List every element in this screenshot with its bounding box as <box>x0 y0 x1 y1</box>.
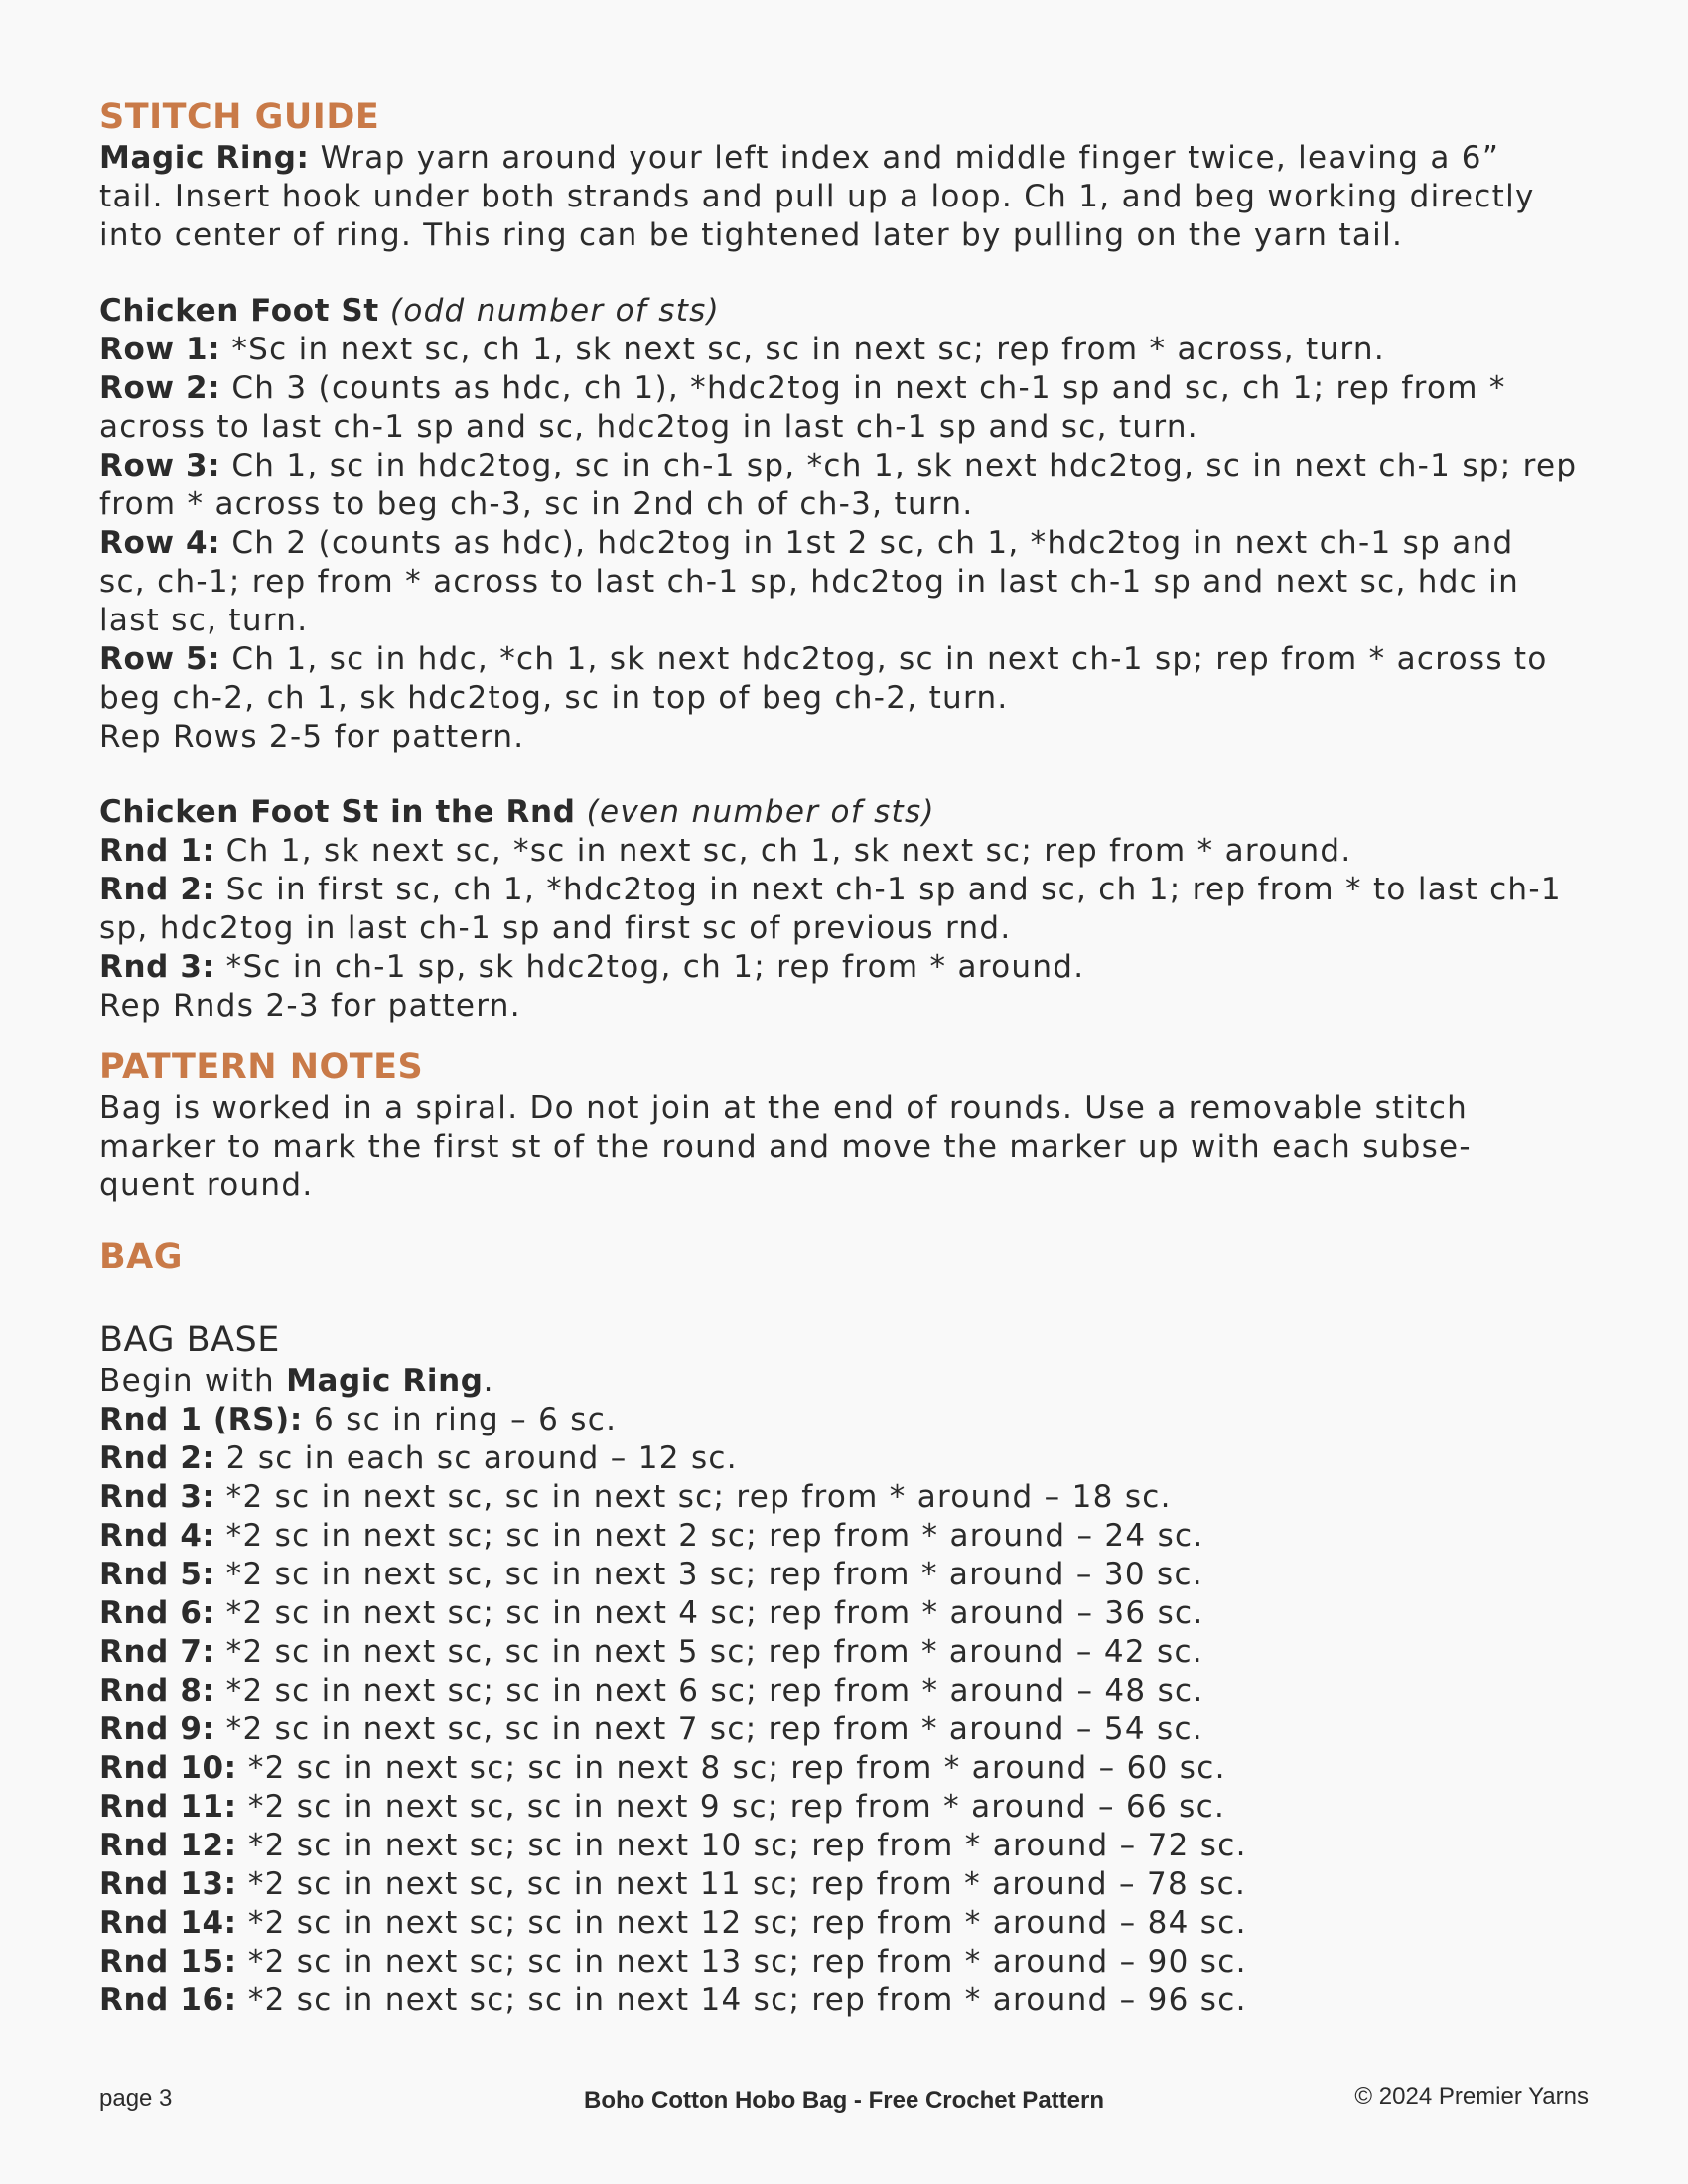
round-line: Rnd 10: *2 sc in next sc; sc in next 8 sc; rep from * around – 60 sc. <box>99 1750 1226 1786</box>
copyright: © 2024 Premier Yarns <box>1354 2083 1589 2110</box>
pattern-notes-paragraph: Bag is worked in a spiral. Do not join at the end of rounds. Use a removable stitch marker to mark the first st of the round and move the marker up with each subse- quent round. <box>99 1090 1472 1203</box>
round-line: Rnd 13: *2 sc in next sc, sc in next 11 sc; rep from * around – 78 sc. <box>99 1866 1247 1902</box>
round-line: Rnd 16: *2 sc in next sc; sc in next 14 sc; rep from * around – 96 sc. <box>99 1982 1247 2018</box>
chicken-foot-rnd-section: Chicken Foot St in the Rnd (even number of sts) Rnd 1: Ch 1, sk next sc, *sc in next sc, ch 1, sk next sc; rep from * around. Rnd 2: Sc in first sc, ch 1, *hdc2tog in next ch-1 sp and sc, ch 1; rep from * to last ch-1 sp, hdc2tog in last ch-1 sp and first sc of previous rnd. Rnd 3: *Sc in ch-1 sp, sk hdc2tog, ch 1; rep from * around. Rep Rnds 2-3 for pattern. <box>99 793 1609 1025</box>
round-line: Rnd 6: *2 sc in next sc; sc in next 4 sc; rep from * around – 36 sc. <box>99 1595 1204 1631</box>
begin-line: Begin with Magic Ring. <box>99 1363 494 1399</box>
chicken-foot-section: Chicken Foot St (odd number of sts) Row 1: *Sc in next sc, ch 1, sk next sc, sc in next sc; rep from * across, turn. Row 2: Ch 3 (counts as hdc, ch 1), *hdc2tog in next ch-1 sp and sc, ch 1; rep from * across to last ch-1 sp and sc, hdc2tog in last ch-1 sp and sc, turn. Row 3: Ch 1, sc in hdc2tog, sc in ch-1 sp, *ch 1, sk next hdc2tog, sc in next ch-1 sp; rep from * across to beg ch-3, sc in 2nd ch of ch-3, turn. Row 4: Ch 2 (counts as hdc), hdc2tog in 1st 2 sc, ch 1, *hdc2tog in next ch-1 sp and sc, ch-1; rep from * across to last ch-1 sp, hdc2tog in last ch-1 sp and next sc, hdc in last sc, turn. Row 5: Ch 1, sc in hdc, *ch 1, sk next hdc2tog, sc in next ch-1 sp; rep from * across to beg ch-2, ch 1, sk hdc2tog, sc in top of beg ch-2, turn. Rep Rows 2-5 for pattern. <box>99 292 1609 756</box>
chicken-foot-rnd-title: Chicken Foot St in the Rnd <box>99 794 576 830</box>
round-line: Rnd 12: *2 sc in next sc; sc in next 10 sc; rep from * around – 72 sc. <box>99 1828 1247 1863</box>
round-line: Rnd 9: *2 sc in next sc, sc in next 7 sc; rep from * around – 54 sc. <box>99 1711 1203 1747</box>
round-line: Rnd 14: *2 sc in next sc; sc in next 12 sc; rep from * around – 84 sc. <box>99 1905 1247 1941</box>
page-number: page 3 <box>99 2085 173 2112</box>
round-line: Rnd 8: *2 sc in next sc; sc in next 6 sc; rep from * around – 48 sc. <box>99 1673 1204 1708</box>
page-content <box>99 95 1609 2020</box>
bag-base-rounds <box>99 1362 1609 2020</box>
round-line: Rnd 15: *2 sc in next sc; sc in next 13 sc; rep from * around – 90 sc. <box>99 1944 1247 1979</box>
document-title: Boho Cotton Hobo Bag - Free Crochet Pattern <box>584 2087 1104 2114</box>
chicken-foot-rnd-rep: Rep Rnds 2-3 for pattern. <box>99 988 521 1024</box>
chicken-foot-rep: Rep Rows 2-5 for pattern. <box>99 719 525 754</box>
magic-ring-paragraph: Magic Ring: Wrap yarn around your left index and middle finger twice, leaving a 6” tail. Insert hook under both strands and pull up a loop. Ch 1, and beg working directly into center of ring. This ring can be tightened later by pulling on the yarn tail. <box>99 140 1535 253</box>
bag-heading: BAG <box>99 1237 183 1277</box>
chicken-foot-title: Chicken Foot St <box>99 293 379 329</box>
round-line: Rnd 11: *2 sc in next sc, sc in next 9 sc; rep from * around – 66 sc. <box>99 1789 1226 1825</box>
round-line: Rnd 1 (RS): 6 sc in ring – 6 sc. <box>99 1402 618 1437</box>
round-line: Rnd 2: 2 sc in each sc around – 12 sc. <box>99 1440 738 1476</box>
round-line: Rnd 3: *2 sc in next sc, sc in next sc; rep from * around – 18 sc. <box>99 1479 1172 1515</box>
round-line: Rnd 4: *2 sc in next sc; sc in next 2 sc; rep from * around – 24 sc. <box>99 1518 1204 1554</box>
pattern-notes-heading: PATTERN NOTES <box>99 1047 424 1087</box>
round-line: Rnd 7: *2 sc in next sc, sc in next 5 sc; rep from * around – 42 sc. <box>99 1634 1203 1670</box>
bag-base-title: BAG BASE <box>99 1320 280 1360</box>
magic-ring-label: Magic Ring: <box>99 140 310 176</box>
stitch-guide-heading: STITCH GUIDE <box>99 97 380 137</box>
round-line: Rnd 5: *2 sc in next sc, sc in next 3 sc; rep from * around – 30 sc. <box>99 1557 1203 1592</box>
